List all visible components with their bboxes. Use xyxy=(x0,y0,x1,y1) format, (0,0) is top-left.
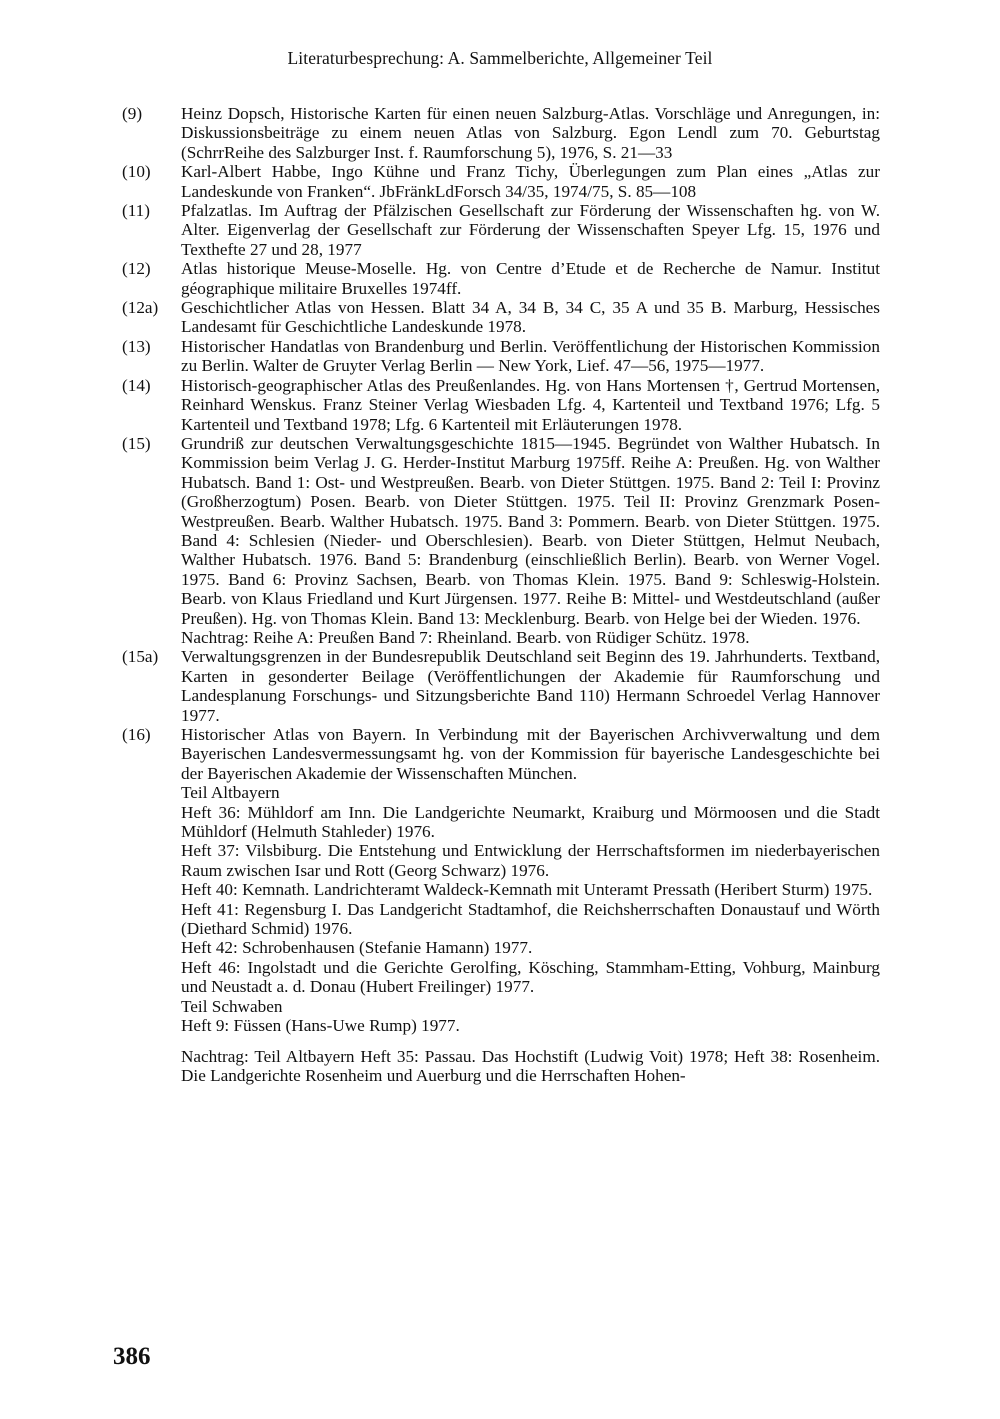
reference-entry xyxy=(122,104,880,162)
entry-number: (13) xyxy=(122,336,151,356)
reference-entry xyxy=(122,725,880,1036)
entry-text: Karl-Albert Habbe, Ingo Kühne und Franz Tichy, Überlegungen zum Plan eines „Atlas zur Landeskunde von Franken“. JbFränkLdForsch 34/35, 1974/75, S. 85—108 xyxy=(181,162,880,201)
volume-item: Heft 9: Füssen (Hans-Uwe Rump) 1977. xyxy=(181,1016,460,1036)
reference-entry-addendum xyxy=(122,1047,880,1086)
entry-number: (12) xyxy=(122,259,151,279)
entry-number: (9) xyxy=(122,104,143,123)
running-header: Literaturbesprechung: A. Sammelberichte, Allgemeiner Teil xyxy=(287,48,713,68)
entry-text: Historisch-geographischer Atlas des Preußenlandes. Hg. von Hans Mortensen †, Gertrud Mortensen, Reinhard Wenskus. Franz Steiner Verlag Wiesbaden Lfg. 4, Kartenteil und Textband 1976; Lfg. 5 Kartenteil und Textband 1978; Lfg. 6 Kartenteil mit Erläuterungen 1978. xyxy=(181,375,880,434)
entry-text: Pfalzatlas. Im Auftrag der Pfälzischen Gesellschaft zur Förderung der Wissenschaften hg. von W. Alter. Eigenverlag der Gesellschaft zur Förderung der Wissenschaften Speyer Lfg. 15, 1976 und Texthefte 27 und 28, 1977 xyxy=(181,201,880,259)
entry-addendum: Nachtrag: Reihe A: Preußen Band 7: Rheinland. Bearb. von Rüdiger Schütz. 1978. xyxy=(181,627,750,647)
volume-item: Heft 41: Regensburg I. Das Landgericht Stadtamhof, die Reichsherrschaften Donaustauf und Wörth (Diethard Schmid) 1976. xyxy=(181,899,880,939)
reference-entry xyxy=(122,298,880,337)
entry-text: Verwaltungsgrenzen in der Bundesrepublik Deutschland seit Beginn des 19. Jahrhunderts. Textband, Karten in gesonderter Beilage (Veröffentlichungen der Akademie für Raumforschung und Landesplanung Forschungs- und Sitzungsberichte Band 110) Hermann Schroedel Verlag Hannover 1977. xyxy=(181,647,880,725)
reference-entry xyxy=(122,434,880,647)
entry-text: Atlas historique Meuse-Moselle. Hg. von Centre d’Etude et de Recherche de Namur. Institut géographique militaire Bruxelles 1974ff. xyxy=(181,259,880,298)
reference-entry xyxy=(122,162,880,201)
volume-item: Heft 37: Vilsbiburg. Die Entstehung und Entwicklung der Herrschaftsformen im niederbayerischen Raum zwischen Isar und Rott (Georg Schwarz) 1976. xyxy=(181,841,880,880)
volume-item: Heft 36: Mühldorf am Inn. Die Landgerichte Neumarkt, Kraiburg und Mörmoosen und die Stadt Mühldorf (Helmuth Stahleder) 1976. xyxy=(181,802,880,842)
reference-entry xyxy=(122,376,880,434)
entry-number: (16) xyxy=(122,725,151,744)
entry-text: Historischer Handatlas von Brandenburg und Berlin. Veröffentlichung der Historischen Kommission zu Berlin. Walter de Gruyter Verlag Berlin — New York, Lief. 47—56, 1975—1977. xyxy=(181,336,880,376)
reference-entry xyxy=(122,259,880,298)
reference-entry xyxy=(122,647,880,725)
entry-number: (15) xyxy=(122,433,151,453)
entry-number: (11) xyxy=(122,201,150,221)
reference-entry xyxy=(122,337,880,376)
entry-text: Heinz Dopsch, Historische Karten für einen neuen Salzburg-Atlas. Vorschläge und Anregungen, in: Diskussionsbeiträge zu einem neuen Atlas von Salzburg. Egon Lendl zum 70. Geburtstag (SchrrReihe des Salzburger Inst. f. Raumforschung 5), 1976, S. 21—33 xyxy=(181,104,880,162)
entry-number: (12a) xyxy=(122,298,159,318)
reference-entry xyxy=(122,201,880,259)
entry-text: Nachtrag: Teil Altbayern Heft 35: Passau. Das Hochstift (Ludwig Voit) 1978; Heft 38: Rosenheim. Die Landgerichte Rosenheim und Auerburg und die Herrschaften Hohen- xyxy=(181,1046,880,1085)
volume-item: Heft 42: Schrobenhausen (Stefanie Hamann) 1977. xyxy=(181,938,533,958)
reference-list xyxy=(122,104,880,1085)
entry-text: Geschichtlicher Atlas von Hessen. Blatt 34 A, 34 B, 34 C, 35 A und 35 B. Marburg, Hessisches Landesamt für Geschichtliche Landeskunde 1978. xyxy=(181,298,880,337)
volume-item: Heft 46: Ingolstadt und die Gerichte Gerolfing, Kösching, Stammham-Etting, Vohburg, Mainburg und Neustadt a. d. Donau (Hubert Freilinger) 1977. xyxy=(181,957,880,997)
entry-text: Grundriß zur deutschen Verwaltungsgeschichte 1815—1945. Begründet von Walther Hubatsch. In Kommission beim Verlag J. G. Herder-Institut Marburg 1975ff. Reihe A: Preußen. Hg. von Walther Hubatsch. Band 1: Ost- und Westpreußen. Bearb. von Dieter Stüttgen. 1975. Band 2: Teil I: Provinz (Großherzogtum) Posen. Bearb. von Dieter Stüttgen. 1975. Teil II: Provinz Grenzmark Posen-Westpreußen. Bearb. Walther Hubatsch. 1975. Band 3: Pommern. Bearb. von Dieter Stüttgen. 1975. Band 4: Schlesien (Nieder- und Oberschlesien). Bearb. von Dieter Stüttgen, Helmut Neubach, Walther Hubatsch. 1976. Band 5: Brandenburg (einschließlich Berlin). Bearb. von Werner Vogel. 1975. Band 6: Provinz Sachsen, Bearb. von Thomas Klein. 1975. Band 9: Schleswig-Holstein. Bearb. von Klaus Friedland und Kurt Jürgensen. 1977. Reihe B: Mittel- und Westdeutschland (außer Preußen). Hg. von Thomas Klein. Band 13: Mecklenburg. Bearb. von Helge bei der Wieden. 1976. xyxy=(181,433,880,628)
subsection-heading: Teil Schwaben xyxy=(181,996,283,1016)
page-number: 386 xyxy=(113,1343,151,1370)
volume-item: Heft 40: Kemnath. Landrichteramt Waldeck-Kemnath mit Unteramt Pressath (Heribert Sturm) 1975. xyxy=(181,880,873,900)
entry-text: Historischer Atlas von Bayern. In Verbindung mit der Bayerischen Archivverwaltung und dem Bayerischen Landesvermessungsamt hg. von der Kommission für bayerische Landesgeschichte bei der Bayerischen Akademie der Wissenschaften München. xyxy=(181,725,880,783)
entry-number: (15a) xyxy=(122,647,159,667)
entry-number: (10) xyxy=(122,162,151,182)
entry-number: (14) xyxy=(122,375,151,395)
subsection-heading: Teil Altbayern xyxy=(181,783,280,803)
